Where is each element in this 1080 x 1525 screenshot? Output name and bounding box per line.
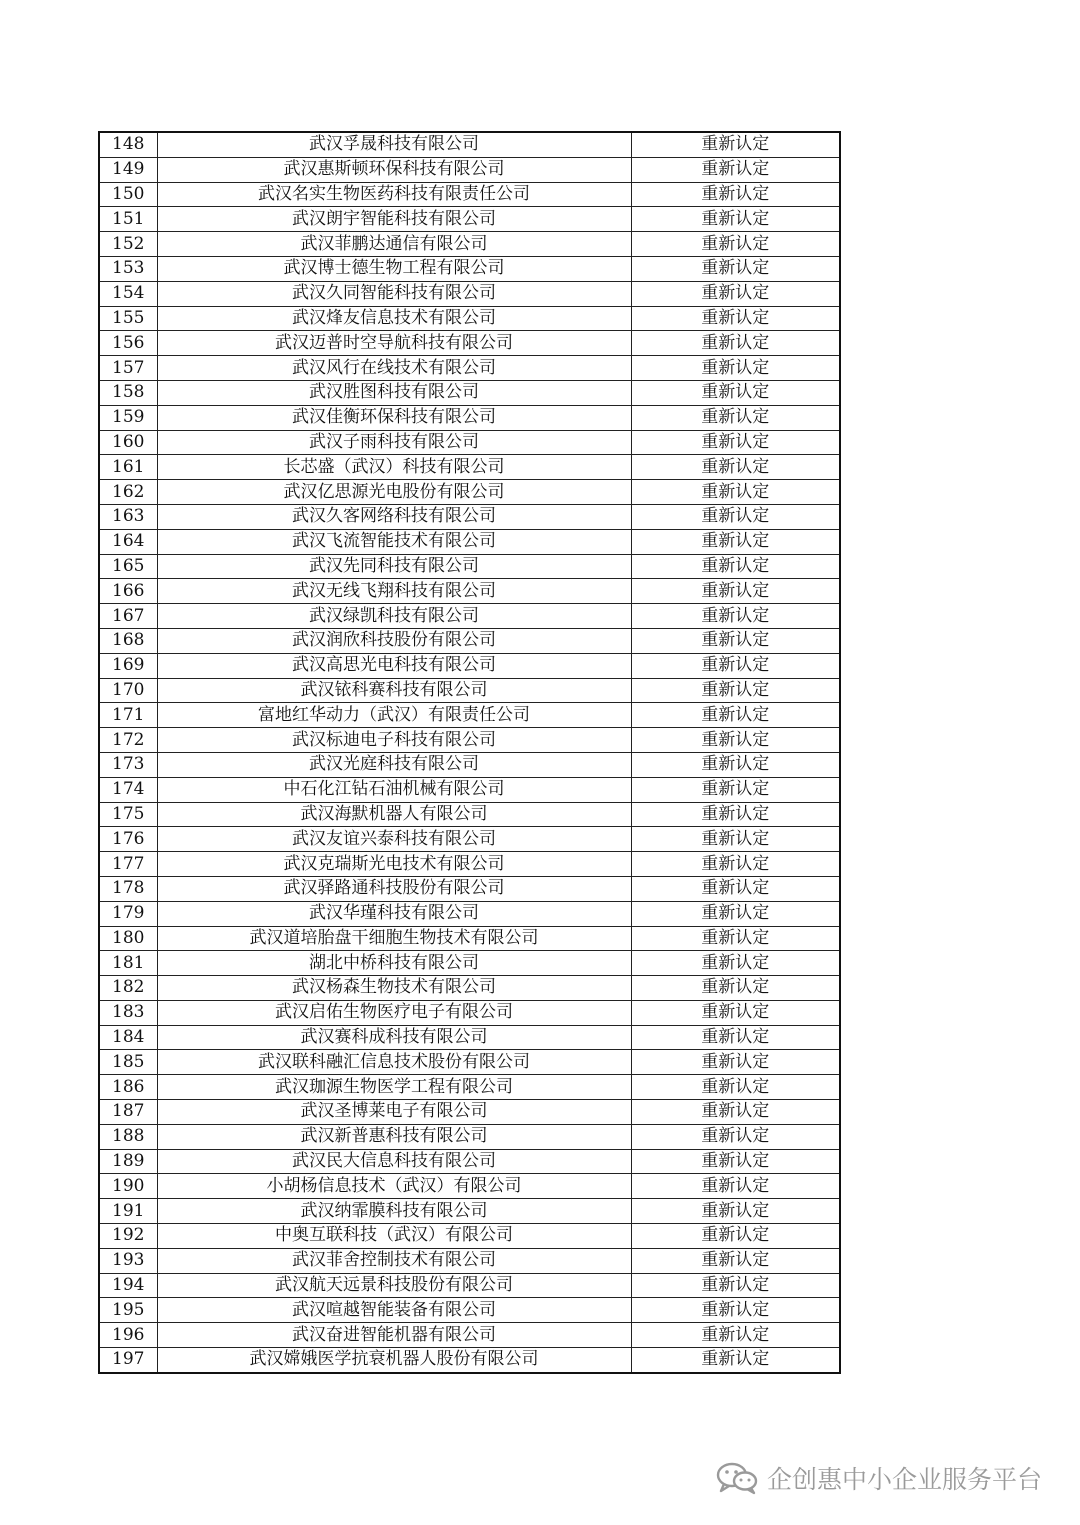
row-number: 156 bbox=[99, 331, 157, 356]
status-cell: 重新认定 bbox=[631, 480, 840, 505]
table-row bbox=[99, 579, 840, 604]
company-name: 武汉高思光电科技有限公司 bbox=[157, 653, 631, 678]
company-name: 武汉润欣科技股份有限公司 bbox=[157, 628, 631, 653]
row-number: 180 bbox=[99, 926, 157, 951]
company-name: 武汉启佑生物医疗电子有限公司 bbox=[157, 1000, 631, 1025]
company-name: 武汉友谊兴泰科技有限公司 bbox=[157, 827, 631, 852]
status-cell: 重新认定 bbox=[631, 1075, 840, 1100]
table-row bbox=[99, 1000, 840, 1025]
company-name: 武汉赛科成科技有限公司 bbox=[157, 1025, 631, 1050]
company-name: 武汉海默机器人有限公司 bbox=[157, 802, 631, 827]
company-name: 武汉久客网络科技有限公司 bbox=[157, 504, 631, 529]
company-name: 武汉孚晟科技有限公司 bbox=[157, 132, 631, 157]
company-name: 武汉绿凯科技有限公司 bbox=[157, 604, 631, 629]
table-row bbox=[99, 480, 840, 505]
wechat-icon bbox=[715, 1461, 759, 1495]
company-name: 武汉博士德生物工程有限公司 bbox=[157, 256, 631, 281]
table-row bbox=[99, 182, 840, 207]
status-cell: 重新认定 bbox=[631, 976, 840, 1001]
status-cell: 重新认定 bbox=[631, 182, 840, 207]
company-name: 武汉菲舍控制技术有限公司 bbox=[157, 1248, 631, 1273]
status-cell: 重新认定 bbox=[631, 777, 840, 802]
table-row bbox=[99, 703, 840, 728]
status-cell: 重新认定 bbox=[631, 901, 840, 926]
status-cell: 重新认定 bbox=[631, 1149, 840, 1174]
row-number: 177 bbox=[99, 852, 157, 877]
table-row bbox=[99, 256, 840, 281]
row-number: 176 bbox=[99, 827, 157, 852]
table-row bbox=[99, 1100, 840, 1125]
table-row bbox=[99, 1248, 840, 1273]
company-name: 武汉华瑾科技有限公司 bbox=[157, 901, 631, 926]
company-name: 武汉菲鹏达通信有限公司 bbox=[157, 232, 631, 257]
table-row bbox=[99, 901, 840, 926]
table-row bbox=[99, 331, 840, 356]
row-number: 155 bbox=[99, 306, 157, 331]
company-name: 武汉纳霏膜科技有限公司 bbox=[157, 1199, 631, 1224]
company-name: 武汉久同智能科技有限公司 bbox=[157, 281, 631, 306]
row-number: 175 bbox=[99, 802, 157, 827]
row-number: 162 bbox=[99, 480, 157, 505]
status-cell: 重新认定 bbox=[631, 678, 840, 703]
table-row bbox=[99, 604, 840, 629]
row-number: 152 bbox=[99, 232, 157, 257]
table-row bbox=[99, 1124, 840, 1149]
table-row bbox=[99, 678, 840, 703]
company-name: 武汉铱科赛科技有限公司 bbox=[157, 678, 631, 703]
row-number: 149 bbox=[99, 157, 157, 182]
status-cell: 重新认定 bbox=[631, 951, 840, 976]
company-name: 武汉道培胎盘干细胞生物技术有限公司 bbox=[157, 926, 631, 951]
company-name: 武汉圣博莱电子有限公司 bbox=[157, 1100, 631, 1125]
status-cell: 重新认定 bbox=[631, 802, 840, 827]
row-number: 153 bbox=[99, 256, 157, 281]
table-row bbox=[99, 728, 840, 753]
table-row bbox=[99, 504, 840, 529]
row-number: 164 bbox=[99, 529, 157, 554]
row-number: 178 bbox=[99, 876, 157, 901]
company-name: 武汉风行在线技术有限公司 bbox=[157, 356, 631, 381]
table-row bbox=[99, 157, 840, 182]
row-number: 158 bbox=[99, 380, 157, 405]
company-name: 湖北中桥科技有限公司 bbox=[157, 951, 631, 976]
status-cell: 重新认定 bbox=[631, 405, 840, 430]
company-name: 中石化江钻石油机械有限公司 bbox=[157, 777, 631, 802]
table-row bbox=[99, 554, 840, 579]
status-cell: 重新认定 bbox=[631, 752, 840, 777]
table-row bbox=[99, 951, 840, 976]
row-number: 179 bbox=[99, 901, 157, 926]
table-row bbox=[99, 1149, 840, 1174]
row-number: 181 bbox=[99, 951, 157, 976]
status-cell: 重新认定 bbox=[631, 926, 840, 951]
status-cell: 重新认定 bbox=[631, 256, 840, 281]
company-name: 武汉联科融汇信息技术股份有限公司 bbox=[157, 1050, 631, 1075]
table-row bbox=[99, 306, 840, 331]
company-name: 武汉喧越智能装备有限公司 bbox=[157, 1298, 631, 1323]
company-name: 武汉名实生物医药科技有限责任公司 bbox=[157, 182, 631, 207]
table-row bbox=[99, 1224, 840, 1249]
status-cell: 重新认定 bbox=[631, 1124, 840, 1149]
table-row bbox=[99, 653, 840, 678]
row-number: 172 bbox=[99, 728, 157, 753]
row-number: 150 bbox=[99, 182, 157, 207]
company-name: 武汉亿思源光电股份有限公司 bbox=[157, 480, 631, 505]
company-name: 武汉嫦娥医学抗衰机器人股份有限公司 bbox=[157, 1348, 631, 1373]
table-row bbox=[99, 777, 840, 802]
table-row bbox=[99, 1075, 840, 1100]
company-name: 武汉克瑞斯光电技术有限公司 bbox=[157, 852, 631, 877]
company-name: 中奥互联科技（武汉）有限公司 bbox=[157, 1224, 631, 1249]
status-cell: 重新认定 bbox=[631, 1273, 840, 1298]
company-list-table bbox=[98, 131, 841, 1374]
row-number: 169 bbox=[99, 653, 157, 678]
row-number: 197 bbox=[99, 1348, 157, 1373]
table-row bbox=[99, 976, 840, 1001]
row-number: 185 bbox=[99, 1050, 157, 1075]
row-number: 182 bbox=[99, 976, 157, 1001]
row-number: 171 bbox=[99, 703, 157, 728]
row-number: 193 bbox=[99, 1248, 157, 1273]
row-number: 192 bbox=[99, 1224, 157, 1249]
row-number: 154 bbox=[99, 281, 157, 306]
table-row bbox=[99, 852, 840, 877]
watermark bbox=[715, 1460, 1042, 1496]
status-cell: 重新认定 bbox=[631, 207, 840, 232]
company-name: 武汉无线飞翔科技有限公司 bbox=[157, 579, 631, 604]
table-row bbox=[99, 132, 840, 157]
table-row bbox=[99, 1050, 840, 1075]
table-row bbox=[99, 628, 840, 653]
status-cell: 重新认定 bbox=[631, 331, 840, 356]
company-name: 武汉民大信息科技有限公司 bbox=[157, 1149, 631, 1174]
company-name: 武汉航天远景科技股份有限公司 bbox=[157, 1273, 631, 1298]
row-number: 184 bbox=[99, 1025, 157, 1050]
row-number: 188 bbox=[99, 1124, 157, 1149]
status-cell: 重新认定 bbox=[631, 604, 840, 629]
row-number: 195 bbox=[99, 1298, 157, 1323]
row-number: 187 bbox=[99, 1100, 157, 1125]
status-cell: 重新认定 bbox=[631, 653, 840, 678]
company-name: 武汉胜图科技有限公司 bbox=[157, 380, 631, 405]
status-cell: 重新认定 bbox=[631, 1174, 840, 1199]
company-name: 武汉新普惠科技有限公司 bbox=[157, 1124, 631, 1149]
status-cell: 重新认定 bbox=[631, 504, 840, 529]
row-number: 168 bbox=[99, 628, 157, 653]
row-number: 159 bbox=[99, 405, 157, 430]
company-name: 武汉杨森生物技术有限公司 bbox=[157, 976, 631, 1001]
table-row bbox=[99, 430, 840, 455]
table-row bbox=[99, 876, 840, 901]
row-number: 165 bbox=[99, 554, 157, 579]
status-cell: 重新认定 bbox=[631, 356, 840, 381]
status-cell: 重新认定 bbox=[631, 1199, 840, 1224]
status-cell: 重新认定 bbox=[631, 579, 840, 604]
row-number: 148 bbox=[99, 132, 157, 157]
status-cell: 重新认定 bbox=[631, 306, 840, 331]
table-row bbox=[99, 1298, 840, 1323]
row-number: 160 bbox=[99, 430, 157, 455]
row-number: 157 bbox=[99, 356, 157, 381]
table-row bbox=[99, 926, 840, 951]
status-cell: 重新认定 bbox=[631, 455, 840, 480]
status-cell: 重新认定 bbox=[631, 281, 840, 306]
row-number: 183 bbox=[99, 1000, 157, 1025]
status-cell: 重新认定 bbox=[631, 1248, 840, 1273]
table-row bbox=[99, 405, 840, 430]
company-name: 富地红华动力（武汉）有限责任公司 bbox=[157, 703, 631, 728]
company-name: 武汉子雨科技有限公司 bbox=[157, 430, 631, 455]
company-name: 武汉奋进智能机器有限公司 bbox=[157, 1323, 631, 1348]
company-name: 武汉先同科技有限公司 bbox=[157, 554, 631, 579]
table-body bbox=[99, 132, 840, 1373]
company-name: 武汉珈源生物医学工程有限公司 bbox=[157, 1075, 631, 1100]
status-cell: 重新认定 bbox=[631, 1100, 840, 1125]
status-cell: 重新认定 bbox=[631, 232, 840, 257]
row-number: 189 bbox=[99, 1149, 157, 1174]
company-name: 武汉烽友信息技术有限公司 bbox=[157, 306, 631, 331]
status-cell: 重新认定 bbox=[631, 1224, 840, 1249]
table-row bbox=[99, 1323, 840, 1348]
table-row bbox=[99, 281, 840, 306]
table-row bbox=[99, 1273, 840, 1298]
status-cell: 重新认定 bbox=[631, 1298, 840, 1323]
company-name: 长芯盛（武汉）科技有限公司 bbox=[157, 455, 631, 480]
table-row bbox=[99, 529, 840, 554]
status-cell: 重新认定 bbox=[631, 1000, 840, 1025]
table-row bbox=[99, 1199, 840, 1224]
company-name: 武汉惠斯顿环保科技有限公司 bbox=[157, 157, 631, 182]
row-number: 191 bbox=[99, 1199, 157, 1224]
table-row bbox=[99, 1348, 840, 1373]
status-cell: 重新认定 bbox=[631, 554, 840, 579]
company-name: 武汉光庭科技有限公司 bbox=[157, 752, 631, 777]
status-cell: 重新认定 bbox=[631, 1050, 840, 1075]
status-cell: 重新认定 bbox=[631, 728, 840, 753]
status-cell: 重新认定 bbox=[631, 1025, 840, 1050]
row-number: 196 bbox=[99, 1323, 157, 1348]
status-cell: 重新认定 bbox=[631, 1348, 840, 1373]
row-number: 173 bbox=[99, 752, 157, 777]
row-number: 174 bbox=[99, 777, 157, 802]
status-cell: 重新认定 bbox=[631, 1323, 840, 1348]
status-cell: 重新认定 bbox=[631, 628, 840, 653]
company-name: 武汉佳衡环保科技有限公司 bbox=[157, 405, 631, 430]
row-number: 170 bbox=[99, 678, 157, 703]
row-number: 166 bbox=[99, 579, 157, 604]
status-cell: 重新认定 bbox=[631, 380, 840, 405]
table-row bbox=[99, 802, 840, 827]
row-number: 190 bbox=[99, 1174, 157, 1199]
table-row bbox=[99, 380, 840, 405]
company-name: 武汉驿路通科技股份有限公司 bbox=[157, 876, 631, 901]
table-row bbox=[99, 1025, 840, 1050]
status-cell: 重新认定 bbox=[631, 703, 840, 728]
row-number: 163 bbox=[99, 504, 157, 529]
table-row bbox=[99, 232, 840, 257]
status-cell: 重新认定 bbox=[631, 876, 840, 901]
watermark-text: 企创惠中小企业服务平台 bbox=[766, 1465, 1042, 1494]
company-name: 武汉迈普时空导航科技有限公司 bbox=[157, 331, 631, 356]
table-row bbox=[99, 455, 840, 480]
row-number: 186 bbox=[99, 1075, 157, 1100]
status-cell: 重新认定 bbox=[631, 430, 840, 455]
status-cell: 重新认定 bbox=[631, 852, 840, 877]
company-name: 武汉朗宇智能科技有限公司 bbox=[157, 207, 631, 232]
table-row bbox=[99, 827, 840, 852]
table-row bbox=[99, 752, 840, 777]
table-row bbox=[99, 1174, 840, 1199]
status-cell: 重新认定 bbox=[631, 827, 840, 852]
company-name: 武汉标迪电子科技有限公司 bbox=[157, 728, 631, 753]
status-cell: 重新认定 bbox=[631, 529, 840, 554]
status-cell: 重新认定 bbox=[631, 132, 840, 157]
row-number: 151 bbox=[99, 207, 157, 232]
row-number: 161 bbox=[99, 455, 157, 480]
table-row bbox=[99, 356, 840, 381]
row-number: 194 bbox=[99, 1273, 157, 1298]
company-name: 武汉飞流智能技术有限公司 bbox=[157, 529, 631, 554]
table-row bbox=[99, 207, 840, 232]
row-number: 167 bbox=[99, 604, 157, 629]
company-name: 小胡杨信息技术（武汉）有限公司 bbox=[157, 1174, 631, 1199]
status-cell: 重新认定 bbox=[631, 157, 840, 182]
